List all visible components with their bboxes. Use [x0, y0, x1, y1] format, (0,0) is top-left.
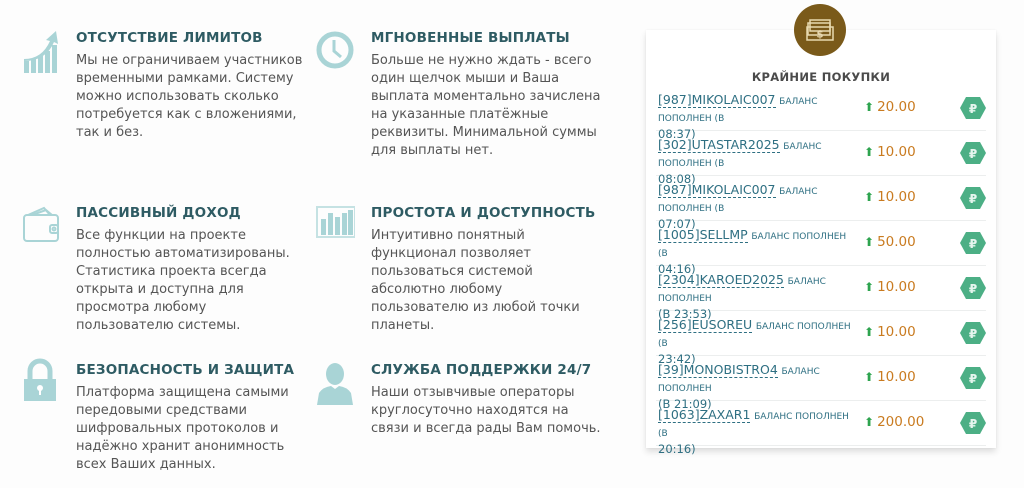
feature-description: Платформа защищена самыми передовыми средствами шифровальных протоколов и надёжно хранит анонимность всех Ваших данных.: [76, 385, 289, 472]
arrow-up-icon: ⬆: [864, 100, 875, 114]
action-text: БАЛАНС ПОПОЛНЕН (В: [658, 232, 847, 259]
action-text: БАЛАНС ПОПОЛНЕН (В: [658, 322, 851, 349]
purchase-row: [656, 86, 986, 141]
time-text: 08:08): [658, 172, 696, 186]
svg-text:₽: ₽: [968, 372, 978, 386]
feature-title: ПРОСТОТА И ДОСТУПНОСТЬ: [371, 205, 596, 221]
action-text: БАЛАНС ПОПОЛНЕН (В: [658, 97, 818, 124]
feature-description: Мы не ограничиваем участников временными рамками. Систему можно использовать сколько потребуется как с вложениями, так и без.: [76, 53, 303, 140]
svg-text:₽: ₽: [968, 192, 978, 206]
arrow-up-icon: ⬆: [864, 280, 875, 294]
lock-icon: [20, 358, 60, 404]
time-text: 04:16): [658, 262, 696, 276]
time-text: 08:37): [658, 127, 696, 141]
action-text: БАЛАНС ПОПОЛНЕН: [658, 277, 826, 304]
amount-value: 10.00: [877, 144, 916, 160]
feature-description: Интуитивно понятный функционал позволяет пользоваться системой абсолютно любому пользователю из любой точки планеты.: [371, 228, 580, 333]
time-text: 23:42): [658, 352, 696, 366]
bar-chart-icon: [315, 205, 355, 245]
arrow-up-icon: ⬆: [864, 415, 875, 429]
ruble-icon: [960, 186, 986, 210]
feature-description: Больше не нужно ждать - всего один щелчок мыши и Ваша выплата моментально зачислена на указанные платёжные реквизиты. Минимальной суммы для выплаты нет.: [371, 53, 601, 158]
user-link[interactable]: [39]MONOBISTRO4: [658, 362, 778, 377]
action-text: БАЛАНС ПОПОЛНЕН (В: [658, 412, 849, 439]
ruble-icon: [960, 366, 986, 390]
money-icon: [794, 4, 846, 56]
user-link[interactable]: [256]EUSOREU: [658, 317, 753, 332]
ruble-icon: [960, 96, 986, 120]
ruble-icon: [960, 141, 986, 165]
feature-description: Все функции на проекте полностью автоматизированы. Статистика проекта всегда открыта и доступна для просмотра любому пользователю системы.: [76, 228, 290, 333]
amount-value: 10.00: [877, 324, 916, 340]
amount-value: 20.00: [877, 99, 916, 115]
user-link[interactable]: [1005]SELLMP: [658, 227, 748, 242]
svg-text:₽: ₽: [968, 147, 978, 161]
amount-value: 200.00: [877, 414, 925, 430]
arrow-up-icon: ⬆: [864, 235, 875, 249]
user-link[interactable]: [302]UTASTAR2025: [658, 137, 780, 152]
user-link[interactable]: [987]MIKOLAIC007: [658, 92, 776, 107]
user-link[interactable]: [987]MIKOLAIC007: [658, 182, 776, 197]
feature-title: МГНОВЕННЫЕ ВЫПЛАТЫ: [371, 30, 570, 46]
growth-chart-icon: [20, 28, 60, 74]
purchase-row: [656, 131, 986, 186]
amount-value: 10.00: [877, 189, 916, 205]
arrow-up-icon: ⬆: [864, 145, 875, 159]
panel-title: КРАЙНИЕ ПОКУПКИ: [751, 70, 891, 84]
ruble-icon: [960, 276, 986, 300]
amount-value: 50.00: [877, 234, 916, 250]
purchase-row: [656, 311, 986, 366]
time-text: (В 21:09): [658, 397, 712, 411]
time-text: 20:16): [658, 442, 696, 456]
support-agent-icon: [315, 360, 355, 406]
wallet-icon: [20, 205, 60, 245]
action-text: БАЛАНС ПОПОЛНЕН (В: [658, 142, 822, 169]
feature-title: СЛУЖБА ПОДДЕРЖКИ 24/7: [371, 362, 592, 378]
amount-value: 10.00: [877, 279, 916, 295]
svg-text:₽: ₽: [968, 237, 978, 251]
action-text: БАЛАНС ПОПОЛНЕН (В: [658, 187, 818, 214]
user-link[interactable]: [1063]ZAXAR1: [658, 407, 751, 422]
ruble-icon: [960, 411, 986, 435]
ruble-icon: [960, 321, 986, 345]
svg-text:₽: ₽: [968, 282, 978, 296]
svg-text:$: $: [816, 29, 824, 41]
amount-value: 10.00: [877, 369, 916, 385]
svg-text:₽: ₽: [968, 327, 978, 341]
feature-title: ПАССИВНЫЙ ДОХОД: [76, 205, 241, 221]
time-text: 07:07): [658, 217, 696, 231]
arrow-up-icon: ⬆: [864, 190, 875, 204]
user-link[interactable]: [2304]KAROED2025: [658, 272, 784, 287]
ruble-icon: [960, 231, 986, 255]
svg-text:₽: ₽: [968, 417, 978, 431]
purchases-list: [656, 86, 986, 456]
purchase-row: [656, 266, 986, 321]
time-text: (В 23:53): [658, 307, 712, 321]
svg-text:₽: ₽: [968, 102, 978, 116]
clock-icon: [315, 30, 355, 70]
feature-title: БЕЗОПАСНОСТЬ И ЗАЩИТА: [76, 362, 295, 378]
purchase-row: [656, 176, 986, 231]
purchase-row: [656, 221, 986, 276]
feature-title: ОТСУТСТВИЕ ЛИМИТОВ: [76, 30, 263, 46]
purchase-row: [656, 356, 986, 411]
arrow-up-icon: ⬆: [864, 370, 875, 384]
feature-description: Наши отзывчивые операторы круглосуточно находятся на связи и всегда рады Вам помочь.: [371, 385, 601, 436]
purchase-row: [656, 401, 986, 456]
arrow-up-icon: ⬆: [864, 325, 875, 339]
action-text: БАЛАНС ПОПОЛНЕН: [658, 367, 820, 394]
